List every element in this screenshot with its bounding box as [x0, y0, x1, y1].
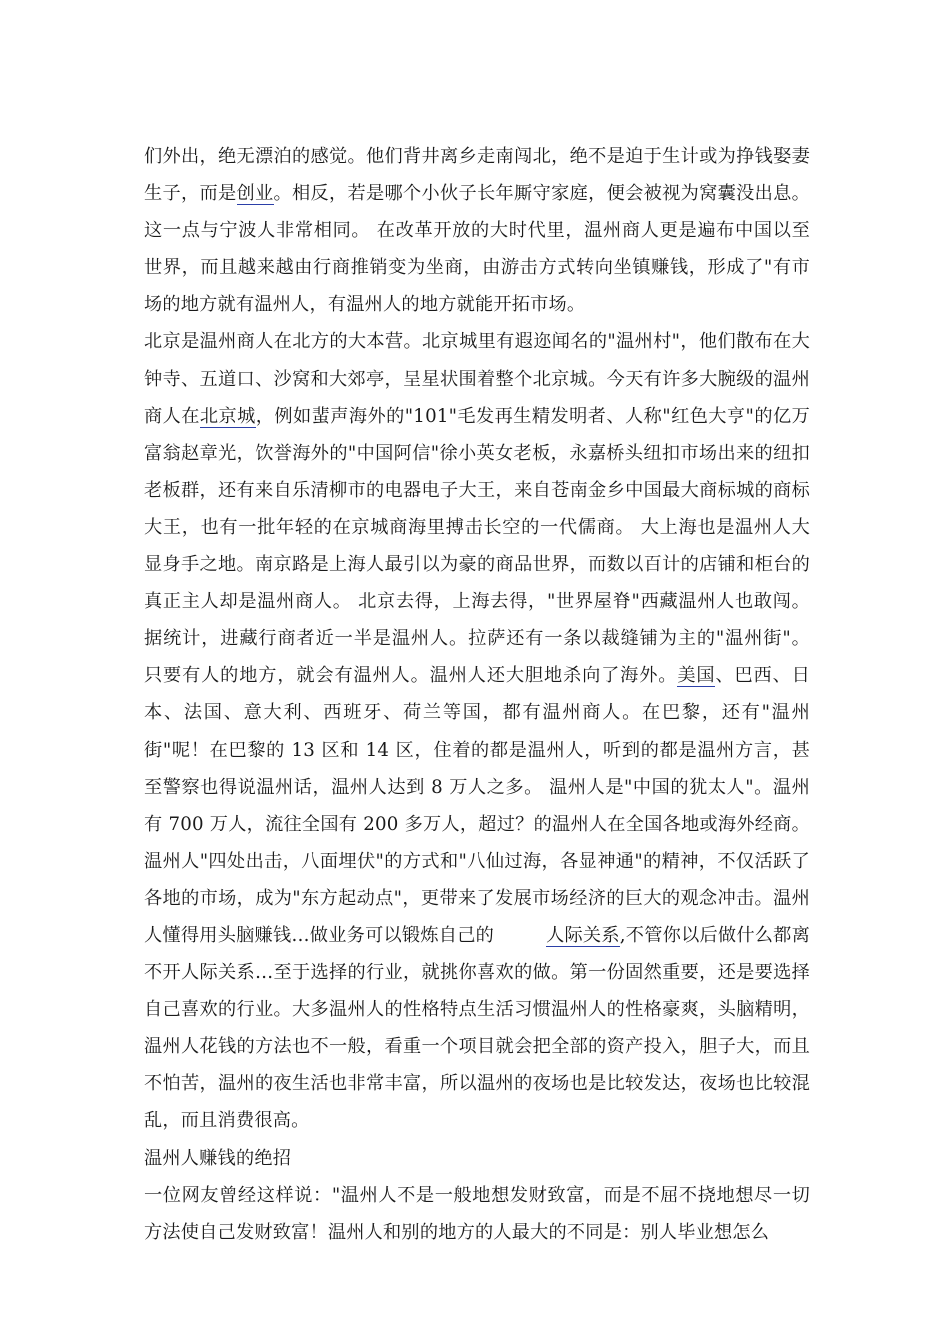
paragraph-text: 北京是温州商人在北方的大本营。北京城里有遐迩闻名的"温州村"，他们散布在大钟寺、五道口、沙窝和大郊亭，呈星状围着整个北京城。今天有许多大腕级的温州商人在: [144, 331, 810, 427]
paragraph-text: 一位网友曾经这样说："温州人不是一般地想发财致富，而是不屈不挠地想尽一切方法使自己发财致富！温州人和别的地方的人最大的不同是：别人毕业想怎么: [144, 1184, 810, 1243]
paragraph: [144, 1177, 810, 1251]
paragraph-text: 、巴西、日本、法国、意大利、西班牙、荷兰等国，都有温州商人。在巴黎，还有"温州街"呢！在巴黎的 13 区和 14 区，住着的都是温州人，听到的都是温州方言，甚至警察也得说温州话，温州人达到 8 万人之多。 温州人是"中国的犹太人"。温州有 700 万人，流往全国有 200 多万人，超过？的温州人在全国各地或海外经商。 温州人"四处出击，八面埋伏"的方式和"八仙过海，各显神通"的精神，不仅活跃了各地的市场，成为"东方起动点"，更带来了发展市场经济的巨大的观念冲击。温州人懂得用头脑赚钱…做业务可以锻炼自己的: [144, 665, 810, 946]
hyperlink[interactable]: 美国: [677, 665, 716, 687]
hyperlink[interactable]: 北京城: [199, 405, 256, 427]
hyperlink[interactable]: 创业: [236, 183, 274, 205]
paragraph-text: 们外出，绝无漂泊的感觉。他们背井离乡走南闯北，绝不是迫于生计或为挣钱娶妻生子，而是: [144, 146, 810, 205]
paragraph: [144, 138, 810, 323]
paragraph: [144, 1140, 810, 1177]
paragraph-text: ,不管你以后做什么都离不开人际关系…至于选择的行业，就挑你喜欢的做。第一份固然重要，还是要选择自己喜欢的行业。大多温州人的性格特点生活习惯温州人的性格豪爽，头脑精明，温州人花钱的方法也不一般，看重一个项目就会把全部的资产投入，胆子大，而且不怕苦，温州的夜生活也非常丰富，所以温州的夜场也是比较发达，夜场也比较混乱，而且消费很高。: [144, 924, 810, 1132]
paragraph: [144, 323, 810, 1139]
paragraph-text: 温州人赚钱的绝招: [144, 1147, 292, 1169]
paragraph-text: 。相反，若是哪个小伙子长年厮守家庭，便会被视为窝囊没出息。这一点与宁波人非常相同。 在改革开放的大时代里，温州商人更是遍布中国以至世界，而且越来越由行商推销变为坐商，由游击方式转向坐镇赚钱，形成了"有市场的地方就有温州人，有温州人的地方就能开拓市场。: [144, 183, 810, 316]
paragraph-text: ，例如蜚声海外的"101"毛发再生精发明者、人称"红色大亨"的亿万富翁赵章光，饮誉海外的"中国阿信"徐小英女老板，永嘉桥头纽扣市场出来的纽扣老板群，还有来自乐清柳市的电器电子大王，来自苍南金乡中国最大商标城的商标大王，也有一批年轻的在京城商海里搏击长空的一代儒商。 大上海也是温州人大显身手之地。南京路是上海人最引以为豪的商品世界，而数以百计的店铺和柜台的真正主人却是温州商人。 北京去得，上海去得，"世界屋脊"西藏温州人也敢闯。据统计，进藏行商者近一半是温州人。拉萨还有一条以裁缝铺为主的"温州街"。 只要有人的地方，就会有温州人。温州人还大胆地杀向了海外。: [144, 405, 810, 687]
hyperlink[interactable]: 人际关系: [546, 924, 620, 946]
document-body: [144, 138, 810, 1251]
